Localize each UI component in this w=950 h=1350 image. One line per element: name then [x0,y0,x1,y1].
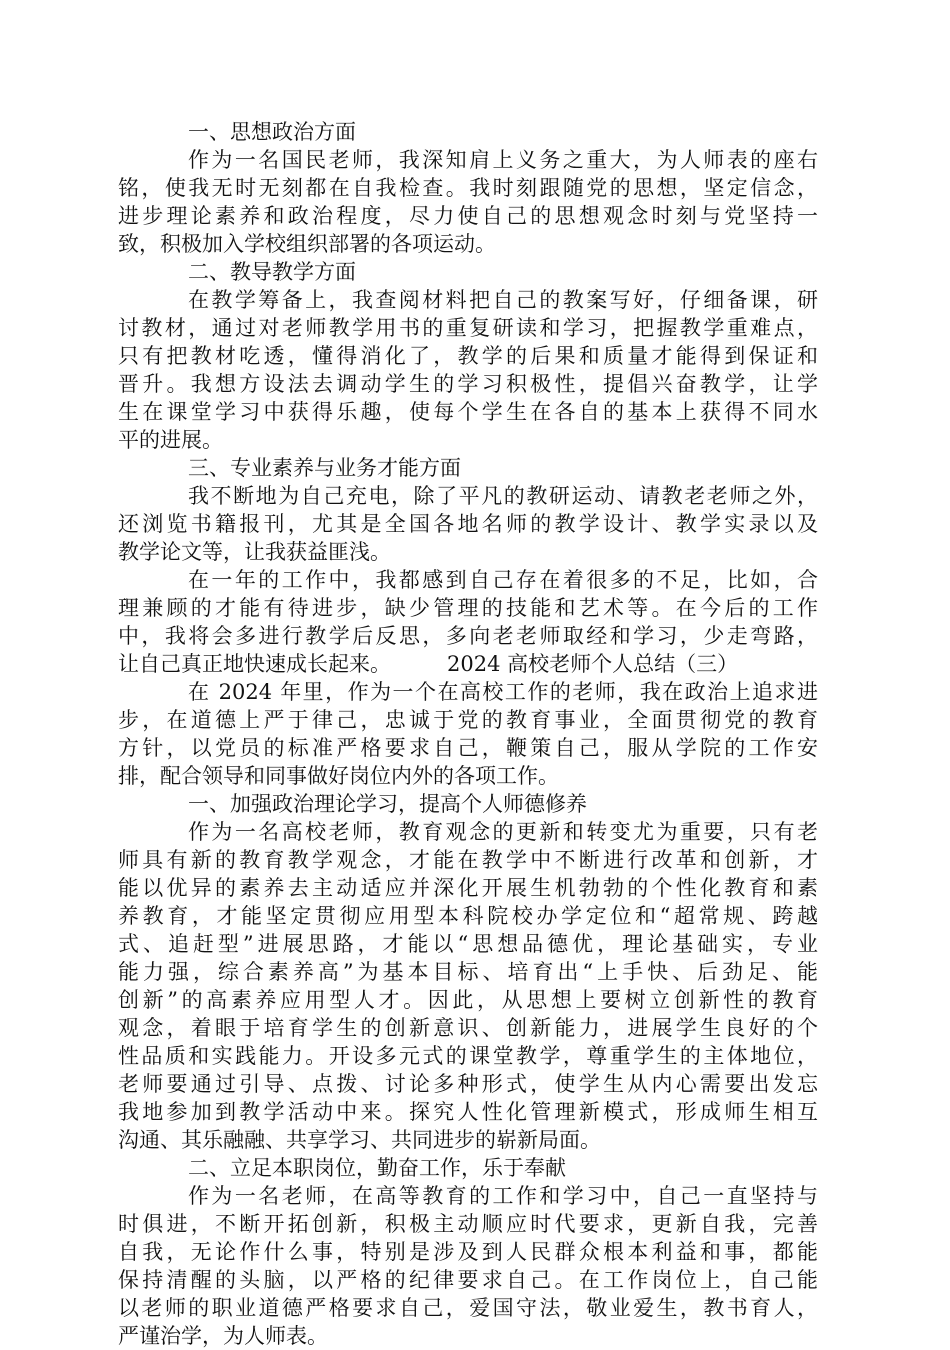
text-line [118,734,818,762]
text-line [118,1210,818,1238]
text-line [118,342,818,370]
line-text: 让自己真正地快速成长起来。 [118,652,391,676]
line-text: 一、思想政治方面 [188,120,356,144]
text-line [118,762,818,790]
line-text: 师具有新的教育教学观念，才能在教学中不断进行改革和创新，才 [118,848,818,872]
line-text: 三、专业素养与业务才能方面 [188,456,461,480]
line-text: 性品质和实践能力。开设多元式的课堂教学，尊重学生的主体地位， [118,1044,818,1068]
line-text: 只有把教材吃透，懂得消化了，教学的后果和质量才能得到保证和 [118,344,818,368]
line-text: 以老师的职业道德严格要求自己，爱国守法，敬业爱生，教书育人， [118,1296,818,1320]
section-heading [118,1154,818,1182]
text-line [118,1098,818,1126]
text-line [118,622,818,650]
line-text: 式、追赶型”进展思路，才能以“思想品德优，理论基础实，专业 [118,932,818,956]
line-text: 进步理论素养和政治程度，尽力使自己的思想观念时刻与党坚持一 [118,204,818,228]
line-text: 二、立足本职岗位，勤奋工作，乐于奉献 [188,1156,566,1180]
text-line [118,818,818,846]
line-text: 能以优异的素养去主动适应并深化开展生机勃勃的个性化教育和素 [118,876,818,900]
text-line [118,1070,818,1098]
text-line [118,426,818,454]
inline-section-title: 2024 高校老师个人总结（三） [447,652,739,676]
line-text: 观念，着眼于培育学生的创新意识、创新能力，进展学生良好的个 [118,1016,818,1040]
text-line [118,230,818,258]
text-line [118,594,818,622]
line-text: 自我，无论作什么事，特别是涉及到人民群众根本利益和事，都能 [118,1240,818,1264]
text-line [118,930,818,958]
text-line [118,314,818,342]
line-text: 步，在道德上严于律己，忠诚于党的教育事业，全面贯彻党的教育 [118,708,818,732]
section-heading [118,454,818,482]
line-text: 沟通、其乐融融、共享学习、共同进步的崭新局面。 [118,1128,601,1152]
line-text: 方针，以党员的标准严格要求自己，鞭策自己，服从学院的工作安 [118,736,818,760]
line-text: 作为一名国民老师，我深知肩上义务之重大，为人师表的座右 [188,148,818,172]
line-text: 作为一名高校老师，教育观念的更新和转变尤为重要，只有老 [188,820,818,844]
line-text: 在一年的工作中，我都感到自己存在着很多的不足，比如，合 [188,568,818,592]
line-text: 致，积极加入学校组织部署的各项运动。 [118,232,496,256]
text-line [118,1322,818,1350]
text-line [118,1126,818,1154]
line-text: 在 2024 年里，作为一个在高校工作的老师，我在政治上追求进 [188,680,818,704]
section-heading [118,790,818,818]
text-line [118,846,818,874]
text-line [118,1238,818,1266]
line-text: 教学论文等，让我获益匪浅。 [118,540,391,564]
line-text: 排，配合领导和同事做好岗位内外的各项工作。 [118,764,559,788]
text-line [118,146,818,174]
text-line [118,174,818,202]
line-text: 作为一名老师，在高等教育的工作和学习中，自己一直坚持与 [188,1184,818,1208]
text-line [118,1042,818,1070]
text-line [118,286,818,314]
text-line [118,874,818,902]
text-line [118,1014,818,1042]
text-line [118,902,818,930]
text-line [118,986,818,1014]
text-line [118,1182,818,1210]
text-line [118,510,818,538]
line-text: 一、加强政治理论学习，提高个人师德修养 [188,792,587,816]
line-text: 二、教导教学方面 [188,260,356,284]
text-line [118,370,818,398]
text-line [118,1294,818,1322]
line-text: 我不断地为自己充电，除了平凡的教研运动、请教老老师之外， [188,484,818,508]
text-line [118,706,818,734]
line-text: 生在课堂学习中获得乐趣，使每个学生在各自的基本上获得不同水 [118,400,818,424]
section-heading [118,258,818,286]
text-line [118,678,818,706]
text-line [118,398,818,426]
text-line [118,482,818,510]
line-text: 我地参加到教学活动中来。探究人性化管理新模式，形成师生相互 [118,1100,818,1124]
text-line [118,1266,818,1294]
text-line [118,566,818,594]
line-text: 在教学筹备上，我查阅材料把自己的教案写好，仔细备课，研 [188,288,818,312]
line-text: 保持清醒的头脑，以严格的纪律要求自己。在工作岗位上，自己能 [118,1268,818,1292]
line-text: 能力强，综合素养高”为基本目标、培育出“上手快、后劲足、能 [118,960,818,984]
text-line [118,650,818,678]
text-line [118,538,818,566]
line-text: 晋升。我想方设法去调动学生的学习积极性，提倡兴奋教学，让学 [118,372,818,396]
line-text: 讨教材，通过对老师教学用书的重复研读和学习，把握教学重难点， [118,316,818,340]
line-text: 时俱进，不断开拓创新，积极主动顺应时代要求，更新自我，完善 [118,1212,818,1236]
line-text: 铭，使我无时无刻都在自我检查。我时刻跟随党的思想，坚定信念， [118,176,818,200]
line-text: 理兼顾的才能有待进步，缺少管理的技能和艺术等。在今后的工作 [118,596,818,620]
line-text: 还浏览书籍报刊，尤其是全国各地名师的教学设计、教学实录以及 [118,512,818,536]
document-body [118,118,818,1350]
section-heading [118,118,818,146]
text-line [118,202,818,230]
line-text: 养教育，才能坚定贯彻应用型本科院校办学定位和“超常规、跨越 [118,904,818,928]
line-text: 老师要通过引导、点拨、讨论多种形式，使学生从内心需要出发忘 [118,1072,818,1096]
line-text: 中，我将会多进行教学后反思，多向老老师取经和学习，少走弯路， [118,624,818,648]
line-text: 创新”的高素养应用型人才。因此，从思想上要树立创新性的教育 [118,988,818,1012]
line-text: 平的进展。 [118,428,223,452]
text-line [118,958,818,986]
line-text: 严谨治学，为人师表。 [118,1324,328,1348]
